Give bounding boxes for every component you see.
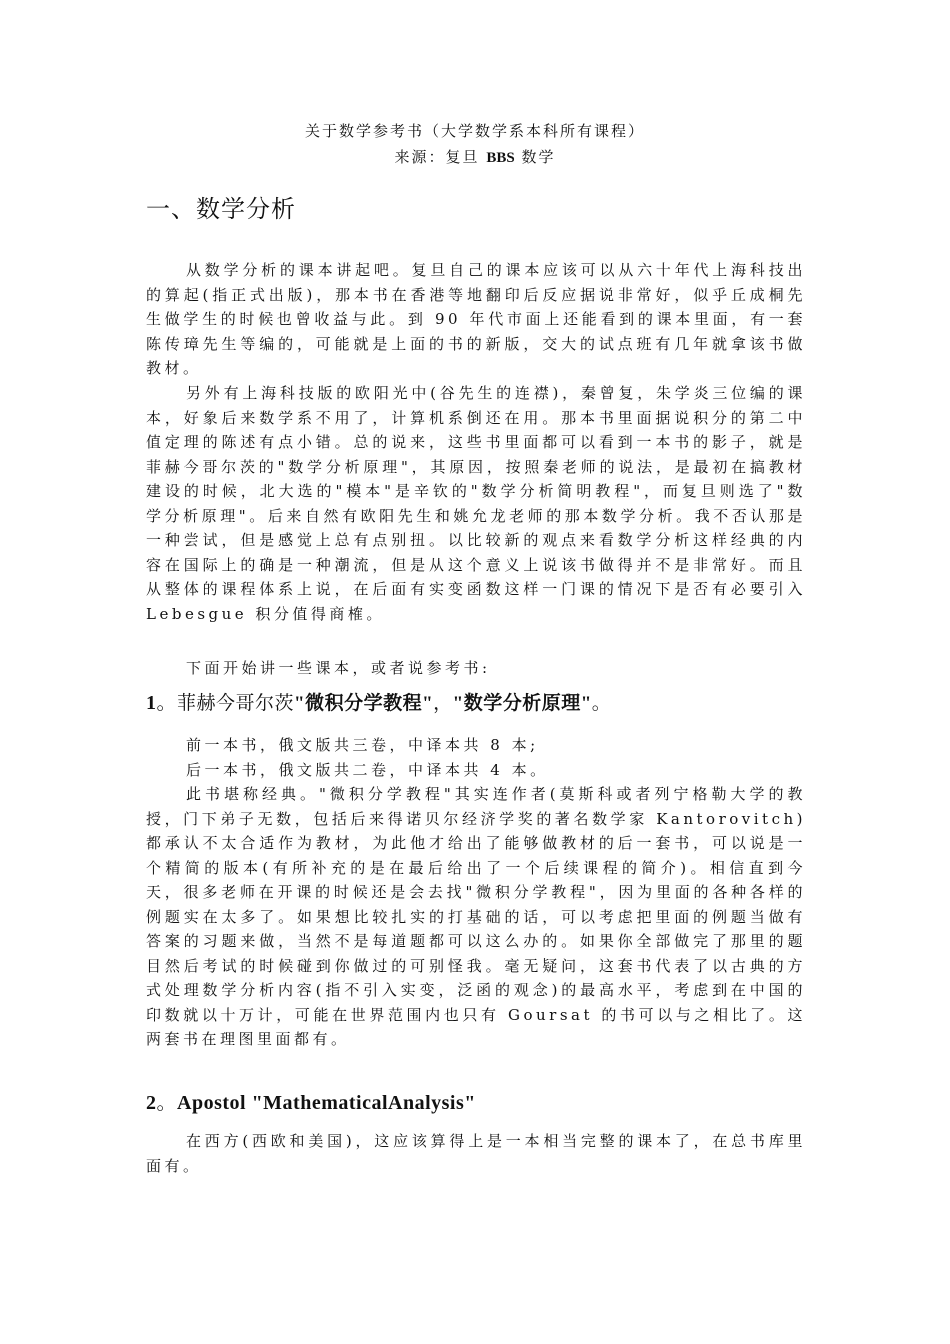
paragraph-7: 在西方(西欧和美国)，这应该算得上是一本相当完整的课本了，在总书库里面有。 [146, 1132, 806, 1175]
source-suffix: 数学 [514, 148, 556, 166]
paragraph-5: 后一本书，俄文版共二卷，中译本共 4 本。 [186, 761, 549, 779]
subheading-1 [146, 686, 611, 715]
subheading-2-title: Apostol "MathematicalAnalysis" [177, 1092, 476, 1114]
source-prefix: 来源：复旦 [394, 148, 487, 166]
section-heading: 一、数学分析 [146, 195, 296, 223]
subheading-1-book-b: "数学分析原理" [452, 693, 592, 714]
subheading-2 [146, 1086, 476, 1115]
subheading-1-sep: 。 [156, 690, 177, 714]
subheading-1-end: 。 [591, 692, 612, 714]
subheading-1-number: 1 [146, 692, 157, 714]
subheading-1-book-a: "微积分学教程" [294, 693, 434, 714]
subheading-1-comma: ， [433, 692, 453, 714]
document-title: 关于数学参考书（大学数学系本科所有课程） [304, 122, 645, 140]
paragraph-4: 前一本书，俄文版共三卷，中译本共 8 本; [186, 736, 539, 754]
paragraph-1: 从数学分析的课本讲起吧。复旦自己的课本应该可以从六十年代上海科技出的算起(指正式出版)，那本书在香港等地翻印后反应据说非常好，似乎丘成桐先生做学生的时候也曾收益与此。到 90 年代市面上还能看到的课本里面，有一套陈传璋先生等编的，可能就是上面的书的新版，交大的试点班有几年就拿该书做教材。 [146, 261, 806, 377]
subheading-2-number: 2 [146, 1092, 157, 1114]
subheading-2-sep: 。 [156, 1090, 177, 1114]
source-bbs: BBS [486, 150, 515, 166]
subheading-1-author: 菲赫今哥尔茨 [177, 692, 295, 714]
document-source [0, 146, 950, 167]
paragraph-6: 此书堪称经典。"微积分学教程"其实连作者(莫斯科或者列宁格勒大学的教授，门下弟子无数，包括后来得诺贝尔经济学奖的著名数学家 Kantorovitch)都承认不太合适作为教材，为此他才给出了能够做教材的后一套书，可以说是一个精简的版本(有所补充的是在最后给出了一个后续课程的简介)。相信直到今天，很多老师在开课的时候还是会去找"微积分学教程"，因为里面的各种各样的例题实在太多了。如果想比较扎实的打基础的话，可以考虑把里面的例题当做有答案的习题来做，当然不是每道题都可以这么办的。如果你全部做完了那里的题目然后考试的时候碰到你做过的可别怪我。毫无疑问，这套书代表了以古典的方式处理数学分析内容(指不引入实变，泛函的观念)的最高水平，考虑到在中国的印数就以十万计，可能在世界范围内也只有 Goursat 的书可以与之相比了。这两套书在理图里面都有。 [146, 785, 806, 1048]
paragraph-2: 另外有上海科技版的欧阳光中(谷先生的连襟)，秦曾复，朱学炎三位编的课本，好象后来数学系不用了，计算机系倒还在用。那本书里面据说积分的第二中值定理的陈述有点小错。总的说来，这些书里面都可以看到一本书的影子，就是菲赫今哥尔茨的"数学分析原理"，其原因，按照秦老师的说法，是最初在搞教材建设的时候，北大选的"模本"是辛钦的"数学分析简明教程"，而复旦则选了"数学分析原理"。后来自然有欧阳先生和姚允龙老师的那本数学分析。我不否认那是一种尝试，但是感觉上总有点别扭。以比较新的观点来看数学分析这样经典的内容在国际上的确是一种潮流，但是从这个意义上说该书做得并不是非常好。而且从整体的课程体系上说，在后面有实变函数这样一门课的情况下是否有必要引入 Lebesgue 积分值得商榷。 [146, 384, 806, 623]
paragraph-3: 下面开始讲一些课本，或者说参考书: [186, 659, 491, 677]
